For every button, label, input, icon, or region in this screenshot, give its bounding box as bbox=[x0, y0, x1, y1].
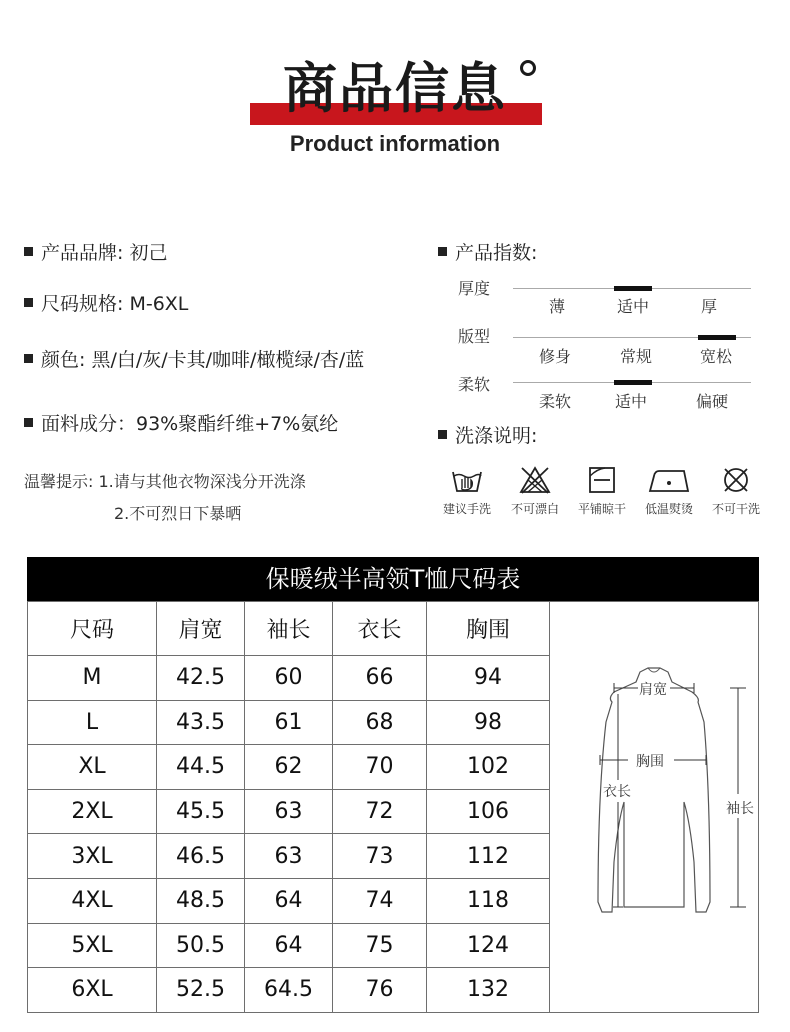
size-table-title: 保暖绒半高领T恤尺码表 bbox=[27, 557, 759, 601]
table-cell: XL bbox=[28, 745, 157, 790]
table-cell: 4XL bbox=[28, 878, 157, 923]
table-cell: 63 bbox=[245, 834, 333, 879]
table-header-row bbox=[28, 602, 759, 656]
fabric-line bbox=[24, 412, 338, 436]
index-marker bbox=[698, 335, 736, 340]
tip-line-1: 温馨提示: 1.请与其他衣物深浅分开洗涤 bbox=[24, 472, 306, 491]
index-name-softness: 柔软 bbox=[458, 375, 491, 394]
table-cell: 45.5 bbox=[157, 789, 245, 834]
table-cell: 124 bbox=[427, 923, 550, 968]
column-header: 胸围 bbox=[427, 602, 550, 656]
bullet-square-icon bbox=[24, 298, 33, 307]
table-cell: 44.5 bbox=[157, 745, 245, 790]
table-cell: 61 bbox=[245, 700, 333, 745]
table-cell: 132 bbox=[427, 968, 550, 1013]
low-iron-icon bbox=[647, 466, 691, 494]
index-option: 薄 bbox=[548, 297, 565, 316]
no-bleach-icon bbox=[518, 466, 552, 494]
table-cell: 102 bbox=[427, 745, 550, 790]
diagram-shoulder-label: 肩宽 bbox=[639, 679, 667, 699]
table-cell: 66 bbox=[333, 656, 427, 701]
table-cell: 118 bbox=[427, 878, 550, 923]
table-cell: 64.5 bbox=[245, 968, 333, 1013]
table-cell: 5XL bbox=[28, 923, 157, 968]
degree-circle-icon bbox=[520, 60, 536, 76]
table-cell: 94 bbox=[427, 656, 550, 701]
index-name-fit: 版型 bbox=[458, 327, 491, 346]
column-header: 肩宽 bbox=[157, 602, 245, 656]
bullet-square-icon bbox=[438, 430, 447, 439]
wash-label: 不可漂白 bbox=[510, 502, 559, 516]
size-table bbox=[27, 601, 759, 1013]
table-cell: 42.5 bbox=[157, 656, 245, 701]
size-spec-text: 尺码规格: M-6XL bbox=[41, 293, 189, 315]
color-line bbox=[24, 348, 364, 372]
size-spec-line bbox=[24, 292, 188, 316]
bullet-square-icon bbox=[438, 247, 447, 256]
wash-item bbox=[701, 466, 771, 517]
diagram-length-label: 衣长 bbox=[603, 781, 631, 801]
table-cell: 68 bbox=[333, 700, 427, 745]
garment-diagram bbox=[550, 602, 759, 1013]
table-cell: M bbox=[28, 656, 157, 701]
bullet-square-icon bbox=[24, 418, 33, 427]
wash-label: 低温熨烫 bbox=[644, 502, 693, 516]
table-cell: 46.5 bbox=[157, 834, 245, 879]
table-cell: 76 bbox=[333, 968, 427, 1013]
wash-item bbox=[634, 466, 704, 517]
diagram-sleeve-label: 袖长 bbox=[726, 798, 754, 818]
wash-title bbox=[438, 424, 537, 448]
color-text: 颜色: 黑/白/灰/卡其/咖啡/橄榄绿/杏/蓝 bbox=[41, 349, 365, 371]
tip-line-2: 2.不可烈日下暴晒 bbox=[114, 504, 242, 523]
table-cell: 70 bbox=[333, 745, 427, 790]
table-cell: 72 bbox=[333, 789, 427, 834]
index-name-thickness: 厚度 bbox=[458, 279, 491, 298]
table-cell: 3XL bbox=[28, 834, 157, 879]
page-subtitle: Product information bbox=[289, 131, 501, 156]
brand-text: 产品品牌: 初己 bbox=[41, 242, 168, 264]
diagram-chest-label: 胸围 bbox=[636, 751, 664, 771]
index-option: 柔软 bbox=[538, 392, 571, 411]
fabric-text: 面料成分：93%聚酯纤维+7%氨纶 bbox=[41, 413, 339, 435]
hand-wash-icon bbox=[450, 466, 484, 494]
table-cell: 112 bbox=[427, 834, 550, 879]
table-cell: 64 bbox=[245, 878, 333, 923]
column-header: 衣长 bbox=[333, 602, 427, 656]
brand-line bbox=[24, 241, 167, 265]
garment-diagram-cell bbox=[550, 602, 759, 1013]
wash-item bbox=[567, 466, 637, 517]
table-cell: 6XL bbox=[28, 968, 157, 1013]
table-cell: 106 bbox=[427, 789, 550, 834]
wash-label: 不可干洗 bbox=[711, 502, 760, 516]
table-cell: 62 bbox=[245, 745, 333, 790]
index-option: 厚 bbox=[700, 297, 717, 316]
bullet-square-icon bbox=[24, 247, 33, 256]
wash-item bbox=[500, 466, 570, 517]
page-title: 商品信息 bbox=[283, 57, 507, 120]
column-header: 尺码 bbox=[28, 602, 157, 656]
table-cell: 75 bbox=[333, 923, 427, 968]
table-cell: L bbox=[28, 700, 157, 745]
wash-label: 平铺晾干 bbox=[577, 502, 626, 516]
index-marker bbox=[614, 286, 652, 291]
wash-title-text: 洗涤说明: bbox=[455, 425, 538, 447]
index-option: 常规 bbox=[619, 347, 652, 366]
table-cell: 64 bbox=[245, 923, 333, 968]
column-header: 袖长 bbox=[245, 602, 333, 656]
index-option: 适中 bbox=[616, 297, 649, 316]
index-option: 适中 bbox=[614, 392, 647, 411]
index-title-text: 产品指数: bbox=[455, 242, 538, 264]
table-cell: 50.5 bbox=[157, 923, 245, 968]
table-cell: 52.5 bbox=[157, 968, 245, 1013]
index-option: 偏硬 bbox=[695, 392, 728, 411]
index-title bbox=[438, 241, 537, 265]
wash-item bbox=[432, 466, 502, 517]
table-cell: 43.5 bbox=[157, 700, 245, 745]
index-option: 修身 bbox=[538, 347, 571, 366]
table-cell: 63 bbox=[245, 789, 333, 834]
no-dry-clean-icon bbox=[719, 466, 753, 494]
table-cell: 74 bbox=[333, 878, 427, 923]
table-cell: 2XL bbox=[28, 789, 157, 834]
table-cell: 98 bbox=[427, 700, 550, 745]
index-marker bbox=[614, 380, 652, 385]
table-cell: 73 bbox=[333, 834, 427, 879]
index-option: 宽松 bbox=[699, 347, 732, 366]
table-cell: 60 bbox=[245, 656, 333, 701]
bullet-square-icon bbox=[24, 354, 33, 363]
wash-label: 建议手洗 bbox=[442, 502, 491, 516]
table-cell: 48.5 bbox=[157, 878, 245, 923]
dry-flat-icon bbox=[585, 466, 619, 494]
